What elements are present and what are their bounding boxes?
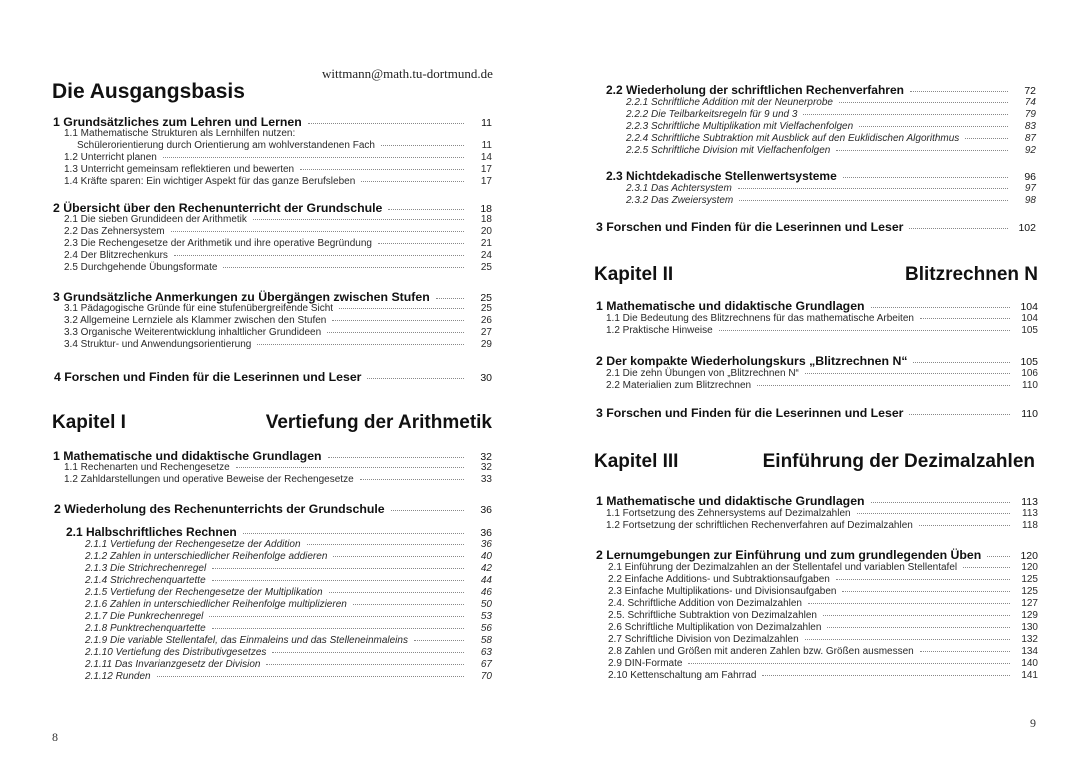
toc-label: 2.1.11 Das Invarianzgesetz der Division [85, 659, 261, 670]
toc-page: 72 [1024, 85, 1036, 97]
toc-entry-k1-2-2-5[interactable] [626, 145, 1036, 156]
dot-leader [757, 385, 1010, 386]
toc-label: 2.1.9 Die variable Stellentafel, das Einmaleins und das Stelleneinmaleins [85, 635, 408, 646]
toc-page: 32 [480, 462, 492, 473]
dot-leader [329, 592, 464, 593]
toc-label: 2.1 Die sieben Grundideen der Arithmetik [64, 214, 247, 225]
dot-leader [871, 307, 1010, 308]
toc-entry-k1-2-2-4[interactable] [626, 133, 1036, 144]
dot-leader [805, 639, 1010, 640]
toc-entry-2-5[interactable] [64, 262, 492, 273]
toc-entry-k3-2-7[interactable] [608, 634, 1038, 645]
toc-entry-k1-2-1-8[interactable] [85, 623, 492, 634]
toc-entry-k2-2-2[interactable] [606, 380, 1038, 391]
toc-label: 2.1.3 Die Strichrechenregel [85, 563, 207, 574]
toc-page: 120 [1021, 562, 1038, 573]
toc-label: 3 Forschen und Finden für die Leserinnen und Leser [596, 406, 904, 420]
dot-leader [174, 255, 464, 256]
toc-entry-k1-2-1-12[interactable] [85, 671, 492, 682]
toc-entry-3-3[interactable] [64, 327, 492, 338]
toc-page: 29 [480, 339, 492, 350]
toc-entry-k1-1[interactable] [53, 449, 492, 463]
toc-page: 113 [1022, 508, 1038, 519]
toc-entry-3-1[interactable] [64, 303, 492, 314]
toc-entry-k1-2-1-9[interactable] [85, 635, 492, 646]
toc-entry-k2-1-2[interactable] [606, 325, 1038, 336]
dot-leader [253, 219, 464, 220]
dot-leader [836, 150, 1008, 151]
dot-leader [805, 373, 1010, 374]
toc-label: 1.2 Fortsetzung der schriftlichen Rechenverfahren auf Dezimalzahlen [606, 520, 913, 531]
toc-page: 25 [480, 292, 492, 304]
dot-leader [332, 320, 464, 321]
toc-label: 2 Wiederholung des Rechenunterrichts der Grundschule [54, 502, 385, 516]
toc-entry-1-1-line1[interactable]: 1.1 Mathematische Strukturen als Lernhilfen nutzen: [64, 128, 296, 139]
toc-label: 1.1 Die Bedeutung des Blitzrechnens für das mathematische Arbeiten [606, 313, 914, 324]
toc-label: 2.3 Einfache Multiplikations- und Divisionsaufgaben [608, 586, 837, 597]
toc-page: 70 [480, 671, 492, 682]
dot-leader [360, 479, 464, 480]
toc-entry-k1-2-3-2[interactable] [626, 195, 1036, 206]
toc-entry-k2-3[interactable] [596, 406, 1038, 420]
dot-leader [243, 533, 464, 534]
toc-page: 74 [1024, 97, 1036, 108]
toc-label: 2.1.12 Runden [85, 671, 151, 682]
toc-label: 1.2 Praktische Hinweise [606, 325, 713, 336]
toc-entry-k1-1-2[interactable] [64, 474, 492, 485]
toc-page: 40 [480, 551, 492, 562]
toc-label: 2.2 Einfache Additions- und Subtraktionsaufgaben [608, 574, 830, 585]
toc-entry-k3-2-5[interactable] [608, 610, 1038, 621]
toc-label: 3.1 Pädagogische Gründe für eine stufenübergreifende Sicht [64, 303, 334, 314]
toc-entry-2-2[interactable] [64, 226, 492, 237]
chapter-title: Vertiefung der Arithmetik [265, 412, 492, 433]
toc-entry-1-3[interactable] [64, 164, 492, 175]
toc-page: 98 [1024, 195, 1036, 206]
toc-entry-2[interactable] [53, 201, 492, 215]
toc-entry-4[interactable] [54, 370, 492, 384]
toc-entry-k1-2-1-7[interactable] [85, 611, 492, 622]
toc-entry-1[interactable] [53, 115, 492, 129]
dot-leader [236, 467, 464, 468]
toc-page: 130 [1021, 622, 1038, 633]
toc-entry-3[interactable] [53, 290, 492, 304]
toc-label: 2.1.6 Zahlen in unterschiedlicher Reihenfolge multiplizieren [85, 599, 347, 610]
part-title: Die Ausgangsbasis [52, 80, 245, 103]
dot-leader [157, 676, 464, 677]
dot-leader [920, 651, 1010, 652]
dot-leader [339, 308, 464, 309]
toc-page: 113 [1021, 496, 1038, 508]
dot-leader [963, 567, 1010, 568]
dot-leader [391, 510, 464, 511]
toc-label: 3 Forschen und Finden für die Leserinnen und Leser [596, 220, 904, 234]
toc-entry-k1-2-1-4[interactable] [85, 575, 492, 586]
toc-page: 105 [1020, 356, 1038, 368]
toc-page: 11 [481, 117, 492, 129]
toc-label: 1.2 Zahldarstellungen und operative Beweise der Rechengesetze [64, 474, 354, 485]
toc-entry-2-4[interactable] [64, 250, 492, 261]
dot-leader [920, 318, 1010, 319]
toc-entry-k3-1-1[interactable] [606, 508, 1038, 519]
toc-page: 87 [1024, 133, 1036, 144]
dot-leader [328, 457, 464, 458]
toc-page: 18 [480, 203, 492, 215]
dot-leader [212, 568, 464, 569]
dot-leader [843, 177, 1008, 178]
toc-label: 1 Grundsätzliches zum Lehren und Lernen [53, 115, 302, 129]
toc-label: 2.1.2 Zahlen in unterschiedlicher Reihenfolge addieren [85, 551, 328, 562]
dot-leader [171, 231, 464, 232]
toc-label: 2.2 Das Zehnersystem [64, 226, 165, 237]
toc-entry-k1-3[interactable] [596, 220, 1036, 234]
toc-page: 92 [1024, 145, 1036, 156]
toc-entry-2-3[interactable] [64, 238, 492, 249]
toc-label: 2.9 DIN-Formate [608, 658, 683, 669]
toc-page: 106 [1021, 368, 1038, 379]
toc-label: 2.8 Zahlen und Größen mit anderen Zahlen bzw. Größen ausmessen [608, 646, 914, 657]
toc-entry-k3-1-2[interactable] [606, 520, 1038, 531]
toc-page: 110 [1021, 408, 1038, 420]
toc-page: 36 [480, 504, 492, 516]
toc-page: 18 [480, 214, 492, 225]
toc-entry-k3-1[interactable] [596, 494, 1038, 508]
toc-page: 125 [1021, 574, 1038, 585]
toc-page: 97 [1024, 183, 1036, 194]
toc-entry-k3-2-9[interactable] [608, 658, 1038, 669]
toc-label: 2.1.7 Die Punkrechenregel [85, 611, 204, 622]
dot-leader [327, 332, 464, 333]
toc-page: 67 [480, 659, 492, 670]
dot-leader [212, 580, 464, 581]
chapter-heading-2 [594, 264, 1038, 288]
toc-page: 105 [1021, 325, 1038, 336]
toc-label: 1.4 Kräfte sparen: Ein wichtiger Aspekt für das ganze Berufsleben [64, 176, 356, 187]
toc-entry-k1-2-2[interactable] [606, 83, 1036, 97]
toc-page: 33 [480, 474, 492, 485]
toc-label: 2.1.1 Vertiefung der Rechengesetze der Addition [85, 539, 301, 550]
toc-page: 110 [1022, 380, 1038, 391]
toc-label: 1.3 Unterricht gemeinsam reflektieren und bewerten [64, 164, 295, 175]
toc-label: 2.10 Kettenschaltung am Fahrrad [608, 670, 757, 681]
toc-label: 2 Übersicht über den Rechenunterricht der Grundschule [53, 201, 383, 215]
chapter-heading-3 [594, 451, 1035, 475]
dot-leader [859, 126, 1008, 127]
toc-label: 2.5. Schriftliche Subtraktion von Dezimalzahlen [608, 610, 817, 621]
toc-entry-k1-2[interactable] [54, 502, 492, 516]
toc-label: 2.1.8 Punktrechenquartette [85, 623, 206, 634]
toc-entry-k1-2-1-1[interactable] [85, 539, 492, 550]
toc-page: 17 [480, 164, 492, 175]
toc-entry-k3-2-1[interactable] [608, 562, 1038, 573]
toc-page: 46 [480, 587, 492, 598]
dot-leader [857, 513, 1010, 514]
toc-page: 30 [480, 372, 492, 384]
page-number: 9 [1030, 716, 1036, 730]
toc-page: 20 [480, 226, 492, 237]
toc-label: 1.1 Rechenarten und Rechengesetze [64, 462, 230, 473]
toc-page: 104 [1021, 313, 1038, 324]
page-number: 8 [52, 730, 58, 744]
toc-entry-k1-2-2-1[interactable] [626, 97, 1036, 108]
toc-entry-k1-2-2-2[interactable] [626, 109, 1036, 120]
toc-page: 58 [480, 635, 492, 646]
dot-leader [719, 330, 1010, 331]
dot-leader [257, 344, 464, 345]
toc-page: 140 [1021, 658, 1038, 669]
toc-entry-k1-2-1[interactable] [66, 525, 492, 539]
toc-label: 3 Grundsätzliche Anmerkungen zu Übergängen zwischen Stufen [53, 290, 430, 304]
dot-leader [272, 652, 464, 653]
dot-leader [910, 91, 1008, 92]
toc-label: 4 Forschen und Finden für die Leserinnen und Leser [54, 370, 362, 384]
toc-label: 2.4. Schriftliche Addition von Dezimalzahlen [608, 598, 802, 609]
toc-label: 2.2.2 Die Teilbarkeitsregeln für 9 und 3 [626, 109, 798, 120]
dot-leader [836, 579, 1010, 580]
toc-entry-k2-2-1[interactable] [606, 368, 1038, 379]
toc-label: 1.1 Fortsetzung des Zehnersystems auf Dezimalzahlen [606, 508, 851, 519]
toc-entry-k3-2-2[interactable] [608, 574, 1038, 585]
toc-label: 2 Der kompakte Wiederholungskurs „Blitzrechnen N“ [596, 354, 908, 368]
toc-entry-k1-2-1-11[interactable] [85, 659, 492, 670]
dot-leader [223, 267, 464, 268]
dot-leader [307, 544, 464, 545]
toc-page: 63 [480, 647, 492, 658]
toc-label: 2.2.4 Schriftliche Subtraktion mit Ausblick auf den Euklidischen Algorithmus [626, 133, 960, 144]
toc-label: 1 Mathematische und didaktische Grundlagen [53, 449, 322, 463]
dot-leader [842, 591, 1010, 592]
toc-label: 2.3.1 Das Achtersystem [626, 183, 732, 194]
dot-leader [381, 145, 464, 146]
toc-label: 2 Lernumgebungen zur Einführung und zum grundlegenden Üben [596, 548, 982, 562]
dot-leader [762, 675, 1010, 676]
dot-leader [212, 628, 464, 629]
toc-page: 36 [480, 527, 492, 539]
toc-entry-k2-2[interactable] [596, 354, 1038, 368]
toc-label: 2.2.3 Schriftliche Multiplikation mit Vielfachenfolgen [626, 121, 854, 132]
toc-entry-k2-1[interactable] [596, 299, 1038, 313]
toc-label: 1.2 Unterricht planen [64, 152, 157, 163]
dot-leader [436, 298, 464, 299]
toc-label: 2.1.10 Vertiefung des Distributivgesetzes [85, 647, 267, 658]
dot-leader [367, 378, 464, 379]
toc-entry-1-2[interactable] [64, 152, 492, 163]
toc-entry-k3-2[interactable] [596, 548, 1038, 562]
toc-label: 2.1.5 Vertiefung der Rechengesetze der Multiplikation [85, 587, 323, 598]
toc-label: 2.2.5 Schriftliche Division mit Vielfachenfolgen [626, 145, 831, 156]
toc-page: 132 [1021, 634, 1038, 645]
dot-leader [808, 603, 1010, 604]
toc-page: 141 [1021, 670, 1038, 681]
toc-page: 25 [480, 303, 492, 314]
toc-entry-1-1[interactable] [77, 140, 492, 151]
right-page [545, 0, 1090, 770]
dot-leader [209, 616, 464, 617]
toc-entry-k1-2-1-3[interactable] [85, 563, 492, 574]
toc-page: 44 [480, 575, 492, 586]
dot-leader [823, 615, 1010, 616]
chapter-title: Einführung der Dezimalzahlen [762, 451, 1035, 472]
toc-page: 11 [481, 140, 492, 151]
toc-page: 129 [1021, 610, 1038, 621]
chapter-label: Kapitel III [594, 451, 679, 472]
toc-entry-k1-2-3-1[interactable] [626, 183, 1036, 194]
toc-page: 27 [480, 327, 492, 338]
toc-page: 36 [480, 539, 492, 550]
toc-entry-k3-2-4[interactable] [608, 598, 1038, 609]
toc-page: 134 [1021, 646, 1038, 657]
toc-page: 42 [480, 563, 492, 574]
dot-leader [913, 362, 1010, 363]
toc-label: 2.3.2 Das Zweiersystem [626, 195, 734, 206]
toc-page: 104 [1020, 301, 1038, 313]
toc-page: 50 [480, 599, 492, 610]
toc-label: 1 Mathematische und didaktische Grundlagen [596, 494, 865, 508]
toc-page: 96 [1024, 171, 1036, 183]
chapter-label: Kapitel I [52, 412, 126, 433]
toc-entry-k1-2-1-10[interactable] [85, 647, 492, 658]
toc-entry-k3-2-8[interactable] [608, 646, 1038, 657]
toc-label: 2.2 Materialien zum Blitzrechnen [606, 380, 752, 391]
toc-label: 2.1.4 Strichrechenquartette [85, 575, 206, 586]
dot-leader [803, 114, 1008, 115]
toc-entry-k2-1-1[interactable] [606, 313, 1038, 324]
toc-label: 2.1 Halbschriftliches Rechnen [66, 525, 237, 539]
toc-entry-k3-2-3[interactable] [608, 586, 1038, 597]
dot-leader [827, 627, 1010, 628]
toc-page: 56 [480, 623, 492, 634]
toc-entry-3-2[interactable] [64, 315, 492, 326]
toc-entry-k1-2-1-2[interactable] [85, 551, 492, 562]
toc-page: 102 [1018, 222, 1036, 234]
toc-page: 53 [480, 611, 492, 622]
toc-entry-2-1[interactable] [64, 214, 492, 225]
toc-page: 24 [480, 250, 492, 261]
toc-page: 14 [480, 152, 492, 163]
toc-label: 2.2 Wiederholung der schriftlichen Rechenverfahren [606, 83, 904, 97]
toc-label: 3.2 Allgemeine Lernziele als Klammer zwischen den Stufen [64, 315, 327, 326]
dot-leader [414, 640, 464, 641]
chapter-label: Kapitel II [594, 264, 674, 285]
dot-leader [333, 556, 464, 557]
dot-leader [909, 228, 1008, 229]
toc-page: 120 [1020, 550, 1038, 562]
toc-page: 32 [480, 451, 492, 463]
dot-leader [266, 664, 464, 665]
dot-leader [388, 209, 464, 210]
toc-entry-k1-2-2-3[interactable] [626, 121, 1036, 132]
toc-entry-3-4[interactable] [64, 339, 492, 350]
toc-label: 2.2.1 Schriftliche Addition mit der Neunerprobe [626, 97, 833, 108]
toc-page: 21 [480, 238, 492, 249]
toc-label: 3.3 Organische Weiterentwicklung inhaltlicher Grundideen [64, 327, 322, 338]
toc-entry-k1-2-3[interactable] [606, 169, 1036, 183]
toc-page: 118 [1022, 520, 1038, 531]
toc-label: 2.4 Der Blitzrechenkurs [64, 250, 168, 261]
toc-entry-k3-2-10[interactable] [608, 670, 1038, 681]
toc-label: Schülerorientierung durch Orientierung am wohlverstandenen Fach [77, 140, 375, 151]
toc-label: 2.7 Schriftliche Division von Dezimalzahlen [608, 634, 799, 645]
chapter-title: Blitzrechnen N [904, 264, 1038, 285]
dot-leader [361, 181, 464, 182]
toc-label: 2.5 Durchgehende Übungsformate [64, 262, 218, 273]
dot-leader [919, 525, 1010, 526]
toc-page: 26 [480, 315, 492, 326]
toc-page: 25 [480, 262, 492, 273]
toc-entry-k1-2-1-5[interactable] [85, 587, 492, 598]
toc-entry-k1-2-1-6[interactable] [85, 599, 492, 610]
dot-leader [839, 102, 1008, 103]
toc-label: 2.3 Die Rechengesetze der Arithmetik und ihre operative Begründung [64, 238, 372, 249]
toc-entry-k1-1-1[interactable] [64, 462, 492, 473]
toc-page: 17 [480, 176, 492, 187]
chapter-heading-1 [52, 412, 492, 436]
dot-leader [300, 169, 464, 170]
toc-entry-1-4[interactable] [64, 176, 492, 187]
toc-label: 3.4 Struktur- und Anwendungsorientierung [64, 339, 252, 350]
dot-leader [738, 188, 1008, 189]
dot-leader [739, 200, 1008, 201]
dot-leader [871, 502, 1010, 503]
dot-leader [353, 604, 464, 605]
toc-page: 79 [1024, 109, 1036, 120]
toc-label: 2.3 Nichtdekadische Stellenwertsysteme [606, 169, 837, 183]
dot-leader [308, 123, 464, 124]
dot-leader [378, 243, 464, 244]
dot-leader [909, 414, 1010, 415]
toc-page: 83 [1024, 121, 1036, 132]
dot-leader [987, 556, 1010, 557]
toc-label: 2.1 Die zehn Übungen von „Blitzrechnen N“ [606, 368, 799, 379]
dot-leader [688, 663, 1010, 664]
dot-leader [965, 138, 1008, 139]
toc-label: 2.1 Einführung der Dezimalzahlen an der Stellentafel und variablen Stellentafel [608, 562, 958, 573]
toc-entry-k3-2-6[interactable] [608, 622, 1038, 633]
dot-leader [163, 157, 464, 158]
toc-page: 125 [1021, 586, 1038, 597]
toc-page: 127 [1021, 598, 1038, 609]
author-email: wittmann@math.tu-dortmund.de [322, 66, 493, 81]
toc-label: 1 Mathematische und didaktische Grundlagen [596, 299, 865, 313]
toc-label: 2.6 Schriftliche Multiplikation von Dezimalzahlen [608, 622, 822, 633]
